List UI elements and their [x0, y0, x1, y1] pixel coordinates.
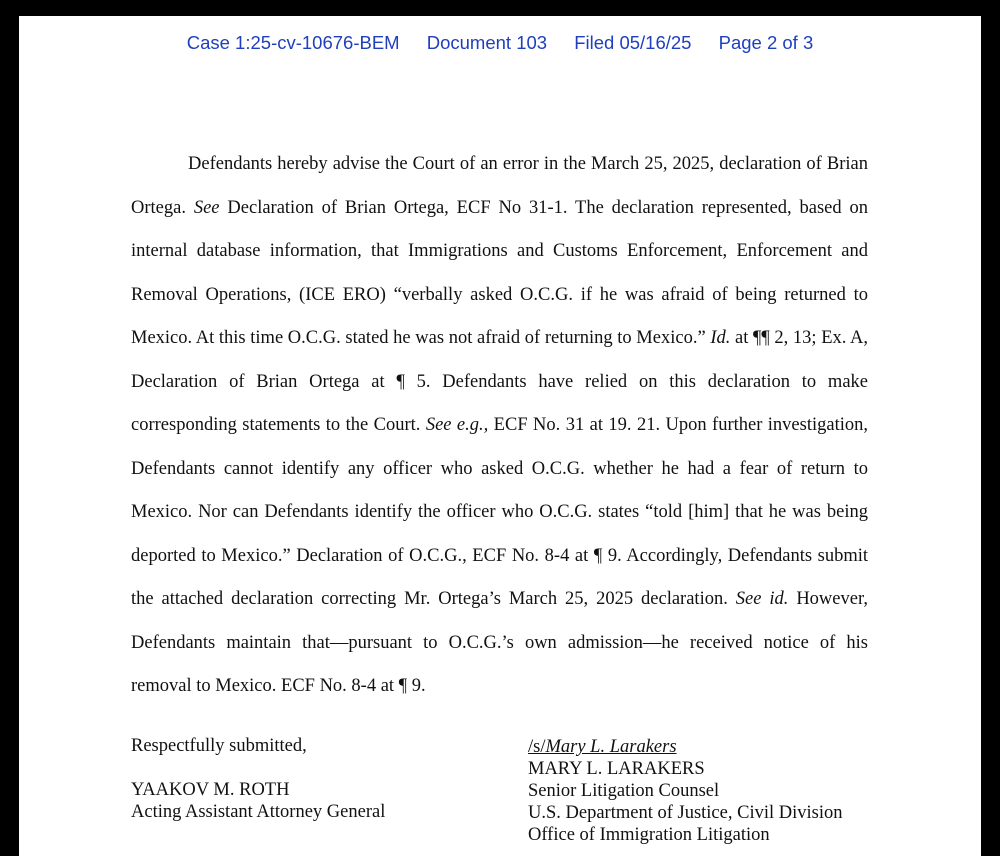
right-signer-department: U.S. Department of Justice, Civil Division: [528, 803, 843, 823]
citation-see: See: [193, 197, 220, 218]
body-text-5: However, Defendants maintain that—pursuant to O.C.G.’s own admission—he received notice of his removal to Mexico. ECF No. 8-4 at ¶ 9.: [131, 589, 869, 696]
closing-respectfully: Respectfully submitted,: [131, 736, 307, 756]
body-text-2: Declaration of Brian Ortega, ECF No 31-1. The declaration represented, based on internal database information, that Immigrations and Customs Enforcement, Enforcement and Removal Operations, (ICE ERO) “verbally asked O.C.G. if he was afraid of being returned to Mexico. At this time O.C.G. stated he was not afraid of returning to Mexico.”: [131, 197, 868, 348]
body-text-3: at ¶¶ 2, 13; Ex. A, Declaration of Brian Ortega at ¶ 5. Defendants have relied on this declaration to make corresponding statements to the Court.: [131, 328, 868, 435]
case-number: Case 1:25-cv-10676-BEM: [186, 32, 400, 53]
signature-name: Mary L. Larakers: [545, 737, 677, 757]
body-paragraph: [131, 143, 868, 709]
right-signature-block: [528, 736, 842, 846]
citation-see-id: See id.: [735, 589, 789, 609]
document-number: Document 103: [426, 32, 548, 53]
ecf-header: [19, 32, 981, 54]
citation-see-eg: See e.g.,: [425, 415, 489, 435]
right-signer-name: MARY L. LARAKERS: [528, 759, 705, 779]
left-signature-block: [131, 779, 385, 823]
signature-prefix: /s/: [528, 737, 546, 757]
filed-date: Filed 05/16/25: [574, 32, 692, 53]
left-signer-name: YAAKOV M. ROTH: [131, 780, 290, 800]
document-page: [19, 16, 981, 856]
right-signer-office: Office of Immigration Litigation: [528, 825, 770, 845]
body-text-1: Defendants hereby advise the Court of an error in the March 25, 2025, declaration of Brian Ortega.: [131, 154, 868, 218]
left-signer-title: Acting Assistant Attorney General: [131, 802, 386, 822]
electronic-signature: [528, 736, 842, 758]
body-text-4: ECF No. 31 at 19. 21. Upon further investigation, Defendants cannot identify any officer who asked O.C.G. whether he had a fear of return to Mexico. Nor can Defendants identify the officer who O.C.G. states “told [him] that he was being deported to Mexico.” Declaration of O.C.G., ECF No. 8-4 at ¶ 9. Accordingly, Defendants submit the attached declaration correcting Mr. Ortega’s March 25, 2025 declaration.: [131, 415, 868, 609]
page-number: Page 2 of 3: [718, 32, 814, 53]
citation-id: Id.: [710, 328, 731, 348]
right-signer-title: Senior Litigation Counsel: [528, 781, 720, 801]
